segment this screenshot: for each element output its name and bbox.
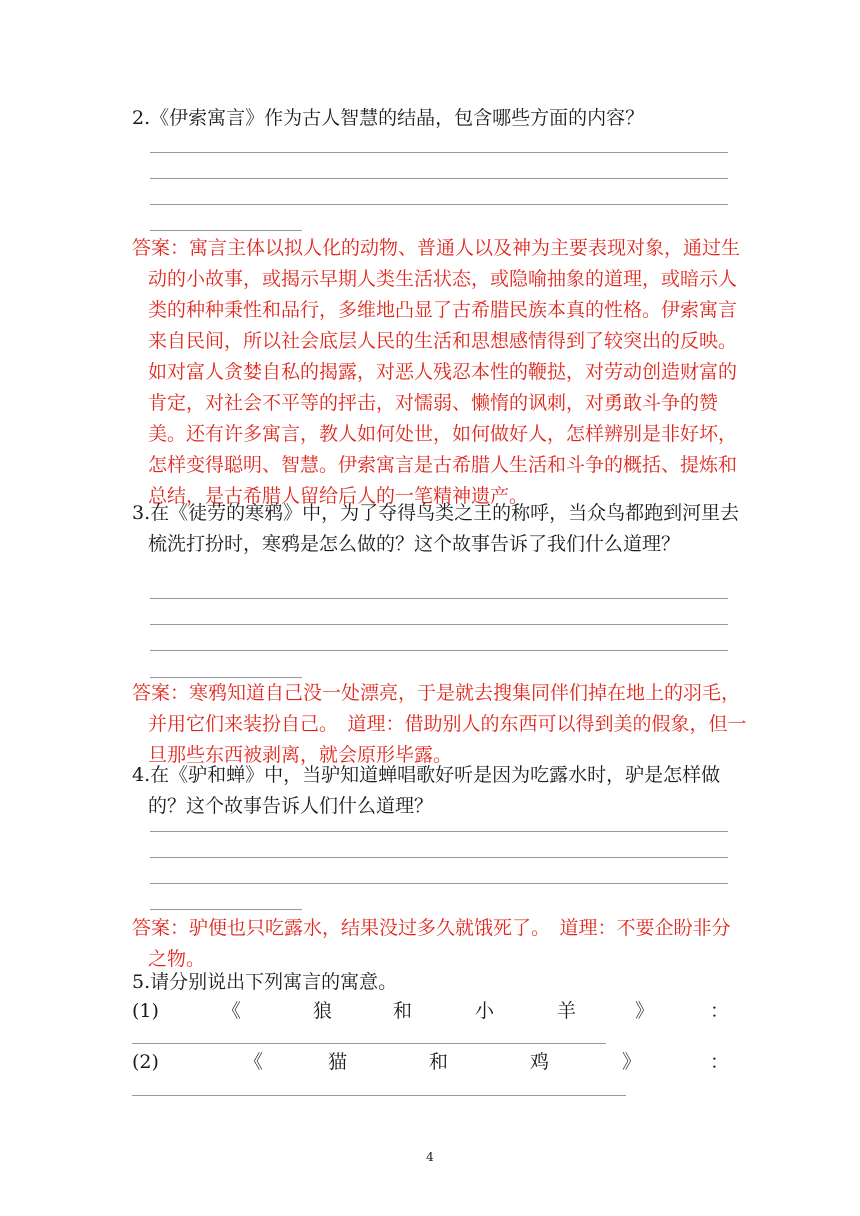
answer-line (150, 883, 728, 884)
answer-line (150, 650, 728, 651)
colon: ： (710, 1051, 730, 1073)
answer-3: 答案：寒鸦知道自己没一处漂亮，于是就去搜集同伴们掉在地上的羽毛，并用它们来装扮自己。 道理：借助别人的东西可以得到美的假象，但一旦那些东西被剥离，就会原形毕露。 (132, 682, 747, 766)
title-char: 猫 (328, 1051, 348, 1073)
question-2: 2.《伊索寓言》作为古人智慧的结晶，包含哪些方面的内容？ (132, 107, 645, 129)
title-char: 和 (429, 1051, 449, 1073)
open-bracket: 《 (222, 1000, 242, 1022)
fable-item-1 (132, 996, 732, 1027)
answer-line (150, 178, 728, 179)
open-bracket: 《 (244, 1051, 264, 1073)
answer-line (150, 624, 728, 625)
item-number: (1) (132, 1000, 159, 1022)
answer-line (150, 831, 728, 832)
answer-line (150, 857, 728, 858)
answer-line-short (150, 230, 302, 231)
title-char: 和 (393, 1000, 413, 1022)
answer-4: 答案：驴便也只吃露水，结果没过多久就饿死了。 道理：不要企盼非分之物。 (132, 917, 731, 970)
title-char: 小 (475, 1000, 495, 1022)
title-char: 羊 (557, 1000, 577, 1022)
answer-line (150, 152, 728, 153)
colon: ： (710, 1000, 730, 1022)
fable-item-2 (132, 1047, 732, 1078)
item-number: (2) (132, 1051, 159, 1073)
answer-line (132, 1043, 606, 1044)
answer-line (150, 204, 728, 205)
question-4: 4.在《驴和蝉》中，当驴知道蝉唱歌好听是因为吃露水时，驴是怎样做的？这个故事告诉人们什么道理？ (132, 764, 721, 817)
title-char: 狼 (313, 1000, 333, 1022)
title-char: 鸡 (530, 1051, 550, 1073)
question-5: 5.请分别说出下列寓言的寓意。 (132, 971, 398, 993)
answer-line-short (150, 909, 302, 910)
question-3: 3.在《徒劳的寒鸦》中，为了夺得鸟类之王的称呼，当众鸟都跑到河里去梳洗打扮时，寒鸦是怎么做的？这个故事告诉了我们什么道理？ (132, 502, 740, 555)
page-number: 4 (426, 1150, 434, 1164)
answer-line (132, 1095, 626, 1096)
close-bracket: 》 (622, 1051, 642, 1073)
answer-2: 答案：寓言主体以拟人化的动物、普通人以及神为主要表现对象，通过生动的小故事，或揭示早期人类生活状态，或隐喻抽象的道理，或暗示人类的种种秉性和品行，多维地凸显了古希腊民族本真的性格。伊索寓言来自民间，所以社会底层人民的生活和思想感情得到了较突出的反映。如对富人贪婪自私的揭露，对恶人残忍本性的鞭挞，对劳动创造财富的肯定，对社会不平等的抨击，对懦弱、懒惰的讽刺，对勇敢斗争的赞美。还有许多寓言，教人如何处世，如何做好人，怎样辨别是非好坏，怎样变得聪明、智慧。伊索寓言是古希腊人生活和斗争的概括、提炼和总结，是古希腊人留给后人的一笔精神遗产。 (132, 237, 741, 507)
answer-line (150, 598, 728, 599)
close-bracket: 》 (635, 1000, 655, 1022)
